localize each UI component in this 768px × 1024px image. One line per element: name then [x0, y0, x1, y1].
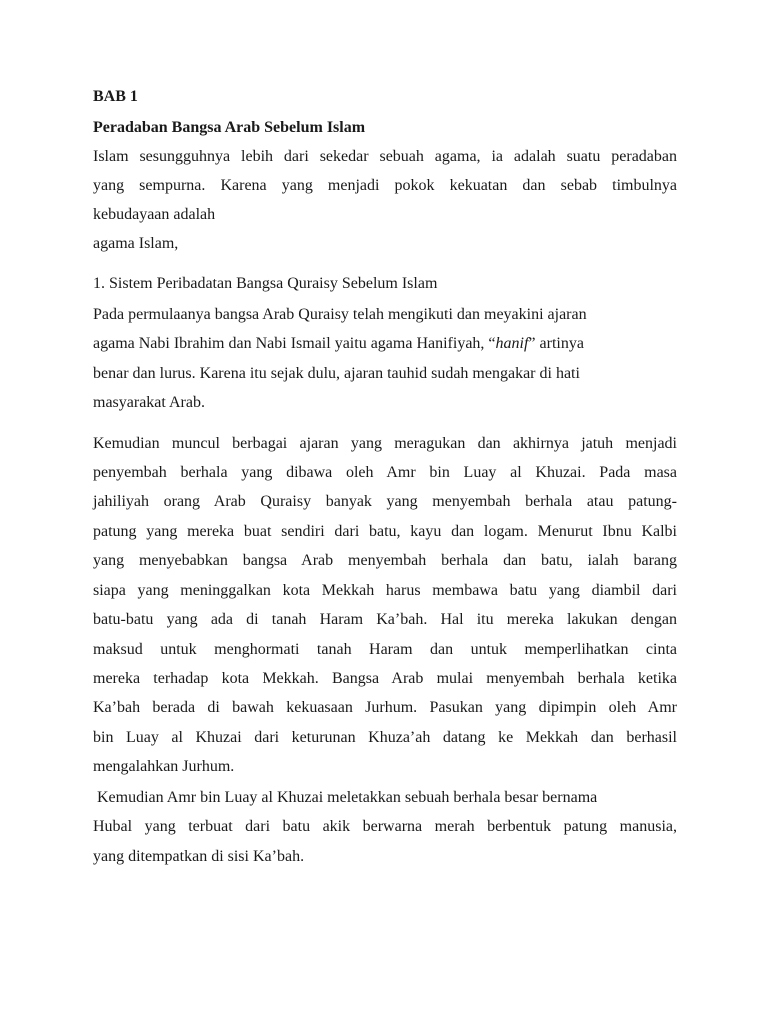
- page-title: Peradaban Bangsa Arab Sebelum Islam: [93, 119, 366, 136]
- text-run: agama Nabi Ibrahim dan Nabi Ismail yaitu agama Hanifiyah, “: [93, 335, 496, 352]
- paragraph-line: Hubal yang terbuat dari batu akik berwarna merah berbentuk patung manusia,: [93, 818, 677, 835]
- paragraph-line: Ka’bah berada di bawah kekuasaan Jurhum. Pasukan yang dipimpin oleh Amr: [93, 699, 677, 716]
- intro-line: yang sempurna. Karena yang menjadi pokok kekuatan dan sebab timbulnya: [93, 177, 677, 194]
- chapter-label: BAB 1: [93, 88, 138, 105]
- intro-line: kebudayaan adalah: [93, 206, 216, 223]
- paragraph-line: mengalahkan Jurhum.: [93, 758, 235, 775]
- paragraph-line: [93, 334, 677, 354]
- section-heading: 1. Sistem Peribadatan Bangsa Quraisy Sebelum Islam: [93, 275, 438, 292]
- paragraph-line: jahiliyah orang Arab Quraisy banyak yang menyembah berhala atau patung-: [93, 493, 677, 510]
- paragraph-line: maksud untuk menghormati tanah Haram dan untuk memperlihatkan cinta: [93, 641, 677, 658]
- paragraph-line: siapa yang meninggalkan kota Mekkah harus membawa batu yang diambil dari: [93, 582, 677, 599]
- paragraph-line: penyembah berhala yang dibawa oleh Amr bin Luay al Khuzai. Pada masa: [93, 464, 677, 481]
- paragraph-line: mereka terhadap kota Mekkah. Bangsa Arab mulai menyembah berhala ketika: [93, 670, 677, 687]
- intro-line: agama Islam,: [93, 235, 179, 252]
- paragraph-line: benar dan lurus. Karena itu sejak dulu, ajaran tauhid sudah mengakar di hati: [93, 365, 580, 382]
- paragraph-line: batu-batu yang ada di tanah Haram Ka’bah. Hal itu mereka lakukan dengan: [93, 611, 677, 628]
- text-run: ” artinya: [528, 335, 584, 352]
- paragraph-line: yang menyebabkan bangsa Arab menyembah berhala dan batu, ialah barang: [93, 552, 677, 569]
- paragraph-line: Kemudian muncul berbagai ajaran yang meragukan dan akhirnya jatuh menjadi: [93, 435, 677, 452]
- paragraph-line: patung yang mereka buat sendiri dari batu, kayu dan logam. Menurut Ibnu Kalbi: [93, 523, 677, 540]
- paragraph-line: masyarakat Arab.: [93, 394, 205, 411]
- paragraph-line: Kemudian Amr bin Luay al Khuzai meletakkan sebuah berhala besar bernama: [93, 789, 598, 806]
- intro-line: Islam sesungguhnya lebih dari sekedar sebuah agama, ia adalah suatu peradaban: [93, 148, 677, 165]
- paragraph-line: bin Luay al Khuzai dari keturunan Khuza’ah datang ke Mekkah dan berhasil: [93, 729, 677, 746]
- paragraph-line: Pada permulaanya bangsa Arab Quraisy telah mengikuti dan meyakini ajaran: [93, 306, 587, 323]
- paragraph-line: yang ditempatkan di sisi Ka’bah.: [93, 848, 305, 865]
- italic-term: hanif: [495, 335, 529, 352]
